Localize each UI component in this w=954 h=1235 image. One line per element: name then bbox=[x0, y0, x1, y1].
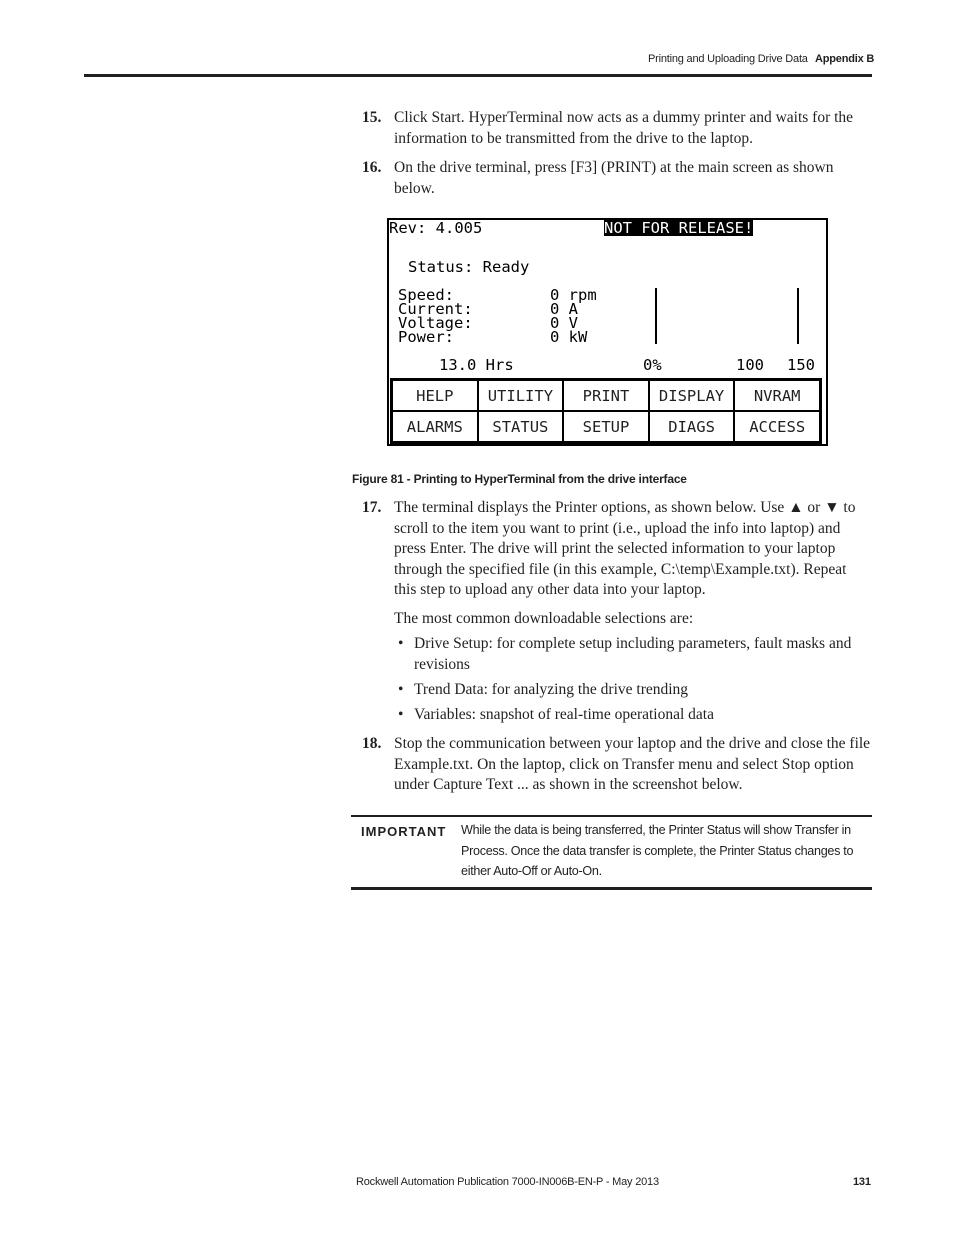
fkey-print[interactable]: PRINT bbox=[564, 381, 648, 410]
figure-caption: Figure 81 - Printing to HyperTerminal from the drive interface bbox=[352, 472, 687, 486]
function-key-grid bbox=[390, 378, 822, 444]
up-arrow-icon: ▲ bbox=[788, 499, 804, 516]
fkey-help[interactable]: HELP bbox=[393, 381, 477, 410]
bullet-icon: • bbox=[398, 681, 404, 698]
drive-terminal-screen bbox=[387, 218, 828, 446]
important-label: IMPORTANT bbox=[361, 824, 447, 839]
fkey-utility[interactable]: UTILITY bbox=[479, 381, 563, 410]
important-bottom-rule bbox=[351, 887, 872, 890]
fkey-status[interactable]: STATUS bbox=[479, 412, 563, 441]
terminal-scale-100: 100 bbox=[736, 356, 764, 374]
terminal-status: Status: Ready bbox=[408, 258, 530, 276]
terminal-label-current: Current: bbox=[398, 300, 473, 318]
step-number: 18. bbox=[362, 735, 382, 752]
list-item-text: Variables: snapshot of real-time operational data bbox=[414, 706, 714, 723]
fkey-setup[interactable]: SETUP bbox=[564, 412, 648, 441]
important-text: While the data is being transferred, the Printer Status will show Transfer in Process. Once the data transfer is complete, the Printer Status changes to either Auto-Off or Auto-On. bbox=[461, 823, 854, 878]
step-text: Click Start. HyperTerminal now acts as a dummy printer and waits for the information to be transmitted from the drive to the laptop. bbox=[394, 109, 854, 147]
fkey-access[interactable]: ACCESS bbox=[735, 412, 819, 441]
step-18 bbox=[362, 734, 872, 796]
terminal-label-speed: Speed: bbox=[398, 286, 454, 304]
terminal-value-power: 0 kW bbox=[550, 328, 588, 346]
fkey-display[interactable]: DISPLAY bbox=[650, 381, 734, 410]
terminal-revision: Rev: 4.005 bbox=[389, 219, 483, 237]
step-15 bbox=[362, 108, 872, 149]
terminal-scale-150: 150 bbox=[787, 356, 815, 374]
running-header-section: Printing and Uploading Drive Data bbox=[648, 53, 808, 65]
common-selections-intro: The most common downloadable selections are: bbox=[394, 610, 694, 627]
terminal-percent: 0% bbox=[643, 356, 662, 374]
list-item bbox=[398, 680, 872, 701]
bullet-icon: • bbox=[398, 635, 404, 652]
step-number: 15. bbox=[362, 109, 382, 126]
running-header-appendix: Appendix B bbox=[815, 53, 875, 65]
terminal-value-speed: 0 rpm bbox=[550, 286, 597, 304]
list-item bbox=[398, 634, 872, 675]
step-text: On the drive terminal, press [F3] (PRINT) at the main screen as shown below. bbox=[394, 159, 834, 197]
terminal-value-voltage: 0 V bbox=[550, 314, 578, 332]
footer-publication: Rockwell Automation Publication 7000-IN006B-EN-P - May 2013 bbox=[356, 1176, 659, 1188]
step-16 bbox=[362, 158, 872, 199]
header-rule bbox=[84, 74, 872, 77]
terminal-banner: NOT FOR RELEASE! bbox=[604, 219, 754, 237]
step-text-part: The terminal displays the Printer options, as shown below. Use bbox=[394, 499, 785, 516]
step-17 bbox=[362, 498, 872, 601]
list-item-text: Trend Data: for analyzing the drive trending bbox=[414, 681, 689, 698]
step-text-or: or bbox=[807, 499, 821, 516]
terminal-label-voltage: Voltage: bbox=[398, 314, 473, 332]
step-text bbox=[394, 498, 872, 601]
step-text: Stop the communication between your laptop and the drive and close the file Example.txt. On the laptop, click on Transfer menu and select Stop option under Capture Text ... as shown in the screenshot below. bbox=[394, 735, 871, 793]
fkey-diags[interactable]: DIAGS bbox=[650, 412, 734, 441]
terminal-bar-right bbox=[797, 288, 799, 344]
fkey-alarms[interactable]: ALARMS bbox=[393, 412, 477, 441]
terminal-label-power: Power: bbox=[398, 328, 454, 346]
terminal-hours: 13.0 Hrs bbox=[439, 356, 514, 374]
terminal-bar-left bbox=[655, 288, 657, 344]
important-top-rule bbox=[351, 815, 872, 817]
bullet-icon: • bbox=[398, 706, 404, 723]
down-arrow-icon: ▼ bbox=[824, 499, 840, 516]
list-item-text: Drive Setup: for complete setup including parameters, fault masks and revisions bbox=[414, 635, 852, 673]
list-item bbox=[398, 705, 872, 726]
step-number: 17. bbox=[362, 499, 382, 516]
step-number: 16. bbox=[362, 159, 382, 176]
fkey-nvram[interactable]: NVRAM bbox=[735, 381, 819, 410]
step-text-part: to scroll to the item you want to print (i.e., upload the info into laptop) and press Enter. The drive will print the selected information to your laptop through the specified file (in this example, C:\temp\Example.txt). Repeat this step to upload any other data into your laptop. bbox=[394, 499, 856, 598]
page-number: 131 bbox=[853, 1176, 871, 1188]
terminal-value-current: 0 A bbox=[550, 300, 578, 318]
